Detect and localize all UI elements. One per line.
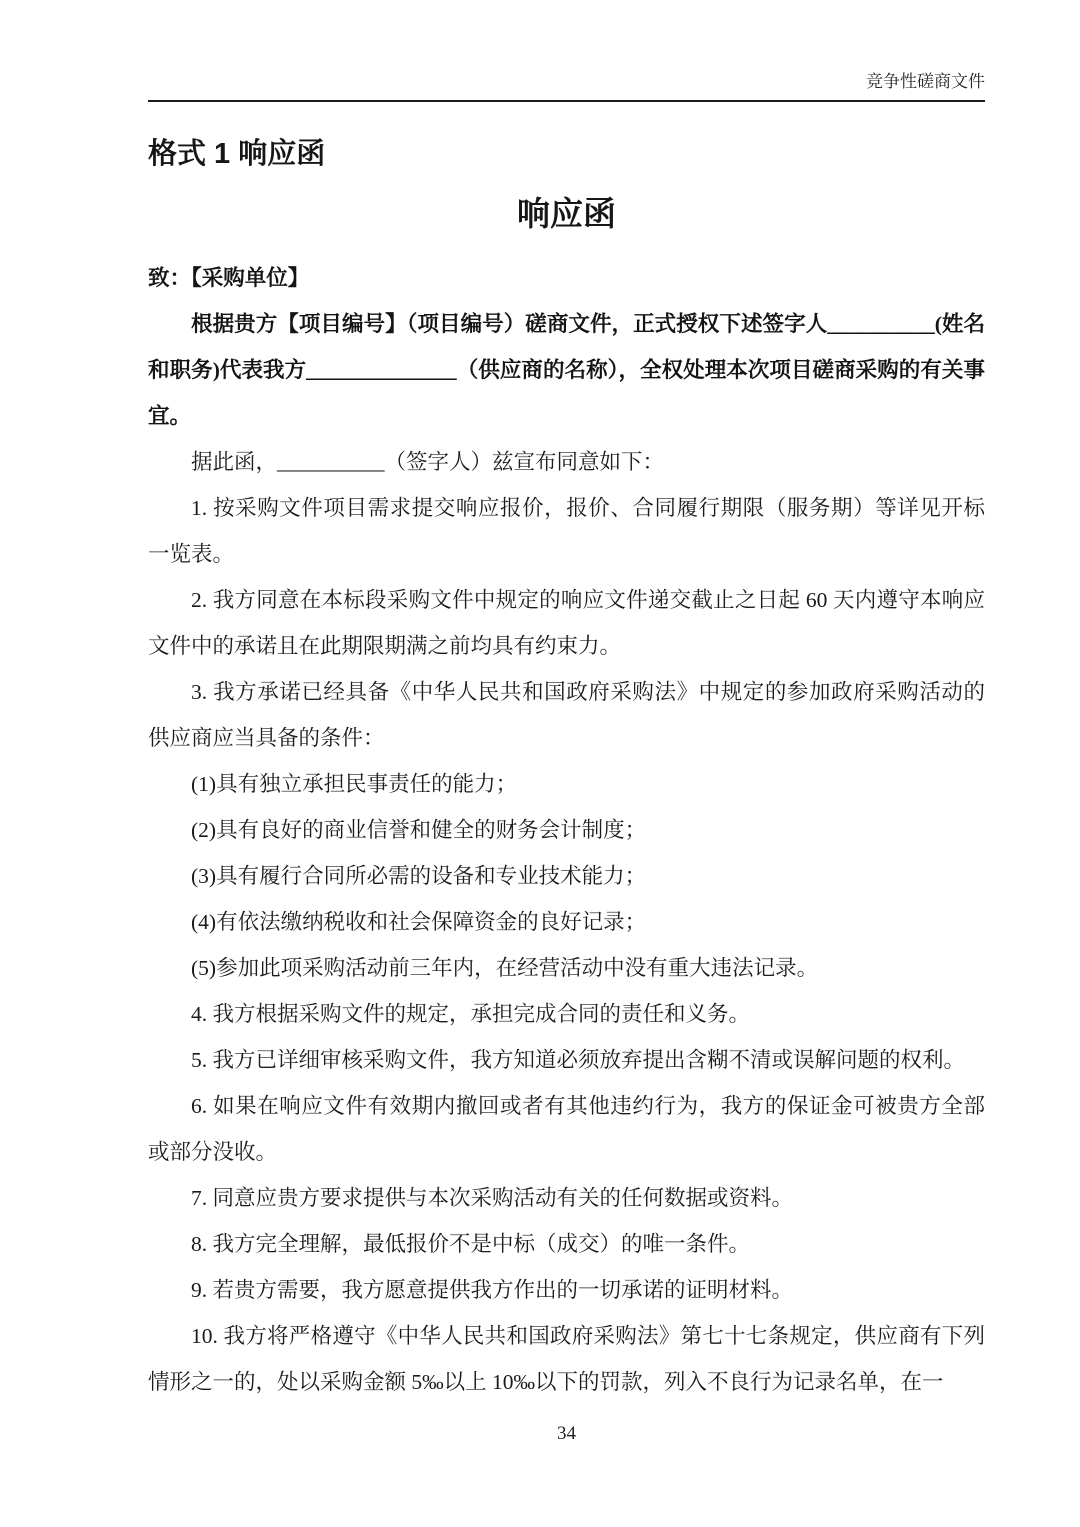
page-number: 34 [557, 1423, 576, 1444]
list-item-10: 10. 我方将严格遵守《中华人民共和国政府采购法》第七十七条规定，供应商有下列情形之一的，处以采购金额 5‰以上 10‰以下的罚款，列入不良行为记录名单，在一 [148, 1324, 985, 1394]
sub-item-5: (5)参加此项采购活动前三年内，在经营活动中没有重大违法记录。 [191, 956, 819, 980]
paragraph-salutation: 致：【采购单位】 [148, 266, 310, 290]
list-item-2: 2. 我方同意在本标段采购文件中规定的响应文件递交截止之日起 60 天内遵守本响应文件中的承诺且在此期限期满之前均具有约束力。 [148, 588, 985, 658]
list-item-8: 8. 我方完全理解，最低报价不是中标（成交）的唯一条件。 [191, 1232, 751, 1256]
list-item-7: 7. 同意应贵方要求提供与本次采购活动有关的任何数据或资料。 [191, 1186, 794, 1210]
list-item-6: 6. 如果在响应文件有效期内撤回或者有其他违约行为，我方的保证金可被贵方全部或部分没收。 [148, 1094, 985, 1164]
paragraph-authorization: 根据贵方【项目编号】（项目编号）磋商文件，正式授权下述签字人__________(姓名和职务)代表我方______________（供应商的名称），全权处理本次项目磋商采购的有关事宜。 [148, 312, 985, 428]
document-title: 响应函 [517, 195, 616, 232]
list-item-5: 5. 我方已详细审核采购文件，我方知道必须放弃提出含糊不清或误解问题的权利。 [191, 1048, 966, 1072]
list-item-1: 1. 按采购文件项目需求提交响应报价，报价、合同履行期限（服务期）等详见开标一览表。 [148, 496, 985, 566]
document-body [148, 255, 985, 1405]
header-doc-type: 竞争性磋商文件 [866, 72, 985, 91]
list-item-9: 9. 若贵方需要，我方愿意提供我方作出的一切承诺的证明材料。 [191, 1278, 794, 1302]
sub-item-2: (2)具有良好的商业信誉和健全的财务会计制度； [191, 818, 647, 842]
sub-item-3: (3)具有履行合同所必需的设备和专业技术能力； [191, 864, 647, 888]
section-heading: 格式 1 响应函 [148, 138, 326, 170]
list-item-4: 4. 我方根据采购文件的规定，承担完成合同的责任和义务。 [191, 1002, 751, 1026]
paragraph-declaration: 据此函，__________（签字人）兹宣布同意如下： [191, 450, 665, 474]
sub-item-4: (4)有依法缴纳税收和社会保障资金的良好记录； [191, 910, 647, 934]
list-item-3: 3. 我方承诺已经具备《中华人民共和国政府采购法》中规定的参加政府采购活动的供应商应当具备的条件： [148, 680, 985, 750]
header-rule [148, 100, 985, 102]
sub-item-1: (1)具有独立承担民事责任的能力； [191, 772, 518, 796]
